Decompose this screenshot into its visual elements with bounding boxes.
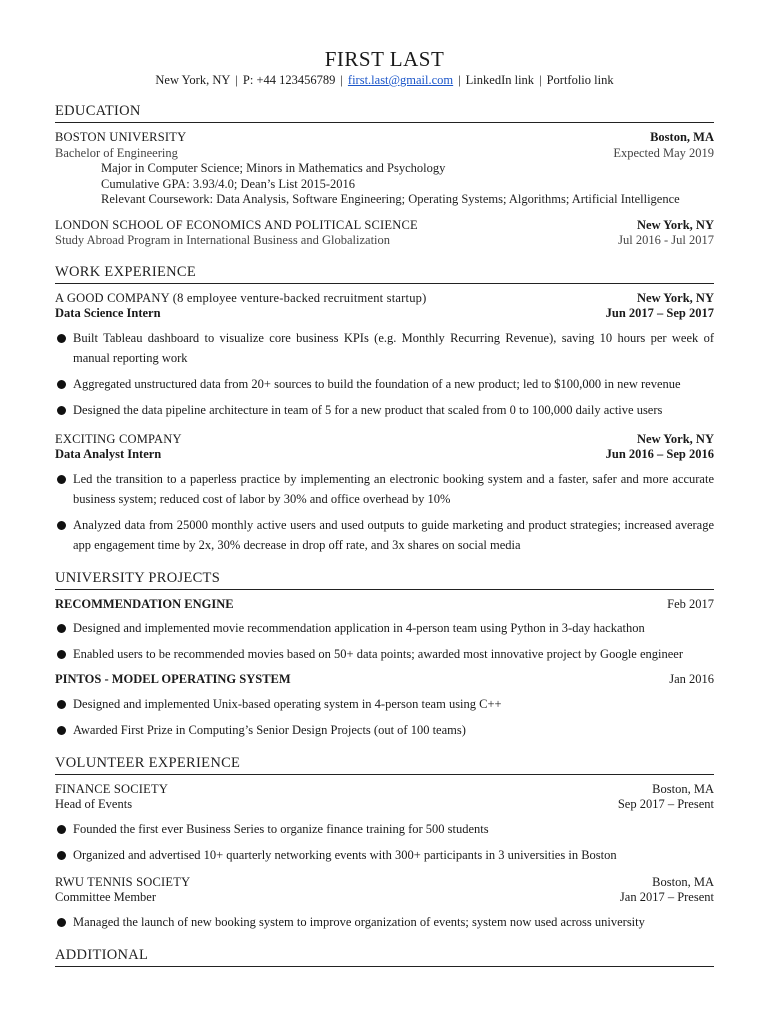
bullet-item: Designed and implemented movie recommendation application in 4-person team using Python in 3-day hackathon: [55, 618, 714, 638]
org-location: Boston, MA: [652, 781, 714, 796]
section-projects-title: UNIVERSITY PROJECTS: [55, 569, 714, 590]
section-volunteer-title: VOLUNTEER EXPERIENCE: [55, 754, 714, 775]
bullet-item: Founded the first ever Business Series to organize finance training for 500 students: [55, 819, 714, 839]
project-entry: [55, 672, 714, 740]
volunteer-date: Sep 2017 – Present: [617, 797, 714, 811]
section-additional-title: ADDITIONAL: [55, 946, 714, 967]
company-name: A GOOD COMPANY (8 employee venture-backed recruitment startup): [55, 290, 427, 305]
bullet-item: Led the transition to a paperless practice by implementing an electronic booking system and a faster, safer and more accurate business system; reduced cost of labor by 30% and office overhead by 10%: [55, 469, 714, 509]
bullet-item: Awarded First Prize in Computing’s Senior Design Projects (out of 100 teams): [55, 720, 714, 740]
school-name: LONDON SCHOOL OF ECONOMICS AND POLITICAL SCIENCE: [55, 217, 418, 232]
resume-page: [55, 46, 714, 967]
project-name: PINTOS - MODEL OPERATING SYSTEM: [55, 672, 291, 686]
contact-location: New York, NY: [155, 73, 231, 87]
project-date: Feb 2017: [667, 596, 714, 611]
project-entry: [55, 597, 714, 665]
job-role: Data Analyst Intern: [55, 447, 162, 461]
contact-line: [55, 72, 714, 88]
bullet-item: Designed and implemented Unix-based operating system in 4-person team using C++: [55, 694, 714, 714]
org-location: Boston, MA: [652, 874, 714, 889]
project-name: RECOMMENDATION ENGINE: [55, 596, 234, 611]
bullet-item: Built Tableau dashboard to visualize core business KPIs (e.g. Monthly Recurring Revenue), saving 10 hours per week of manual reporting work: [55, 328, 714, 368]
degree: Study Abroad Program in International Business and Globalization: [55, 233, 391, 247]
bullet-item: Aggregated unstructured data from 20+ sources to build the foundation of a new product; led to $100,000 in new revenue: [55, 374, 714, 394]
portfolio-link[interactable]: Portfolio link: [546, 73, 614, 87]
bullet-item: Analyzed data from 25000 monthly active users and used outputs to guide marketing and product strategies; increased average app engagement time by 2x, 30% decrease in drop off rate, and 3x shares on social media: [55, 515, 714, 555]
education-date: Expected May 2019: [613, 145, 714, 160]
job-location: New York, NY: [637, 431, 714, 446]
volunteer-role: Committee Member: [55, 890, 157, 904]
contact-separator: |: [235, 73, 238, 87]
contact-separator: |: [340, 73, 343, 87]
education-detail: Major in Computer Science; Minors in Mathematics and Psychology: [101, 161, 446, 175]
bullet-item: Organized and advertised 10+ quarterly networking events with 300+ participants in 3 universities in Boston: [55, 845, 714, 865]
section-education-title: EDUCATION: [55, 102, 714, 123]
volunteer-entry: [55, 782, 714, 865]
linkedin-link[interactable]: LinkedIn link: [465, 73, 535, 87]
volunteer-role: Head of Events: [55, 797, 133, 811]
job-role: Data Science Intern: [55, 306, 161, 320]
school-name: BOSTON UNIVERSITY: [55, 130, 187, 144]
bullet-item: Managed the launch of new booking system to improve organization of events; system now used across university: [55, 912, 714, 932]
section-work-title: WORK EXPERIENCE: [55, 263, 714, 284]
contact-separator: |: [458, 73, 461, 87]
work-entry: [55, 432, 714, 555]
project-date: Jan 2016: [669, 672, 714, 686]
company-name: EXCITING COMPANY: [55, 431, 182, 446]
volunteer-date: Jan 2017 – Present: [619, 890, 714, 904]
bullet-item: Enabled users to be recommended movies based on 50+ data points; awarded most innovative project by Google engineer: [55, 644, 714, 664]
education-entry: [55, 130, 714, 208]
work-entry: [55, 291, 714, 420]
degree: Bachelor of Engineering: [55, 145, 178, 160]
education-date: Jul 2016 - Jul 2017: [618, 233, 714, 247]
education-detail: Relevant Coursework: Data Analysis, Software Engineering; Operating Systems; Algorithms; Artificial Intelligence: [101, 192, 680, 206]
education-entry: [55, 218, 714, 249]
resume-name: FIRST LAST: [324, 47, 445, 71]
org-name: FINANCE SOCIETY: [55, 781, 169, 796]
email-link[interactable]: first.last@gmail.com: [347, 73, 454, 87]
volunteer-entry: [55, 875, 714, 932]
org-name: RWU TENNIS SOCIETY: [55, 874, 191, 889]
job-date: Jun 2017 – Sep 2017: [605, 306, 714, 320]
education-detail: Cumulative GPA: 3.93/4.0; Dean’s List 2015-2016: [101, 176, 356, 191]
school-location: New York, NY: [637, 217, 714, 232]
job-location: New York, NY: [637, 290, 714, 305]
bullet-item: Designed the data pipeline architecture in team of 5 for a new product that scaled from 0 to 100,000 daily active users: [55, 400, 714, 420]
contact-separator: |: [539, 73, 542, 87]
job-date: Jun 2016 – Sep 2016: [605, 447, 714, 461]
contact-phone: P: +44 123456789: [242, 73, 336, 87]
school-location: Boston, MA: [650, 130, 714, 144]
